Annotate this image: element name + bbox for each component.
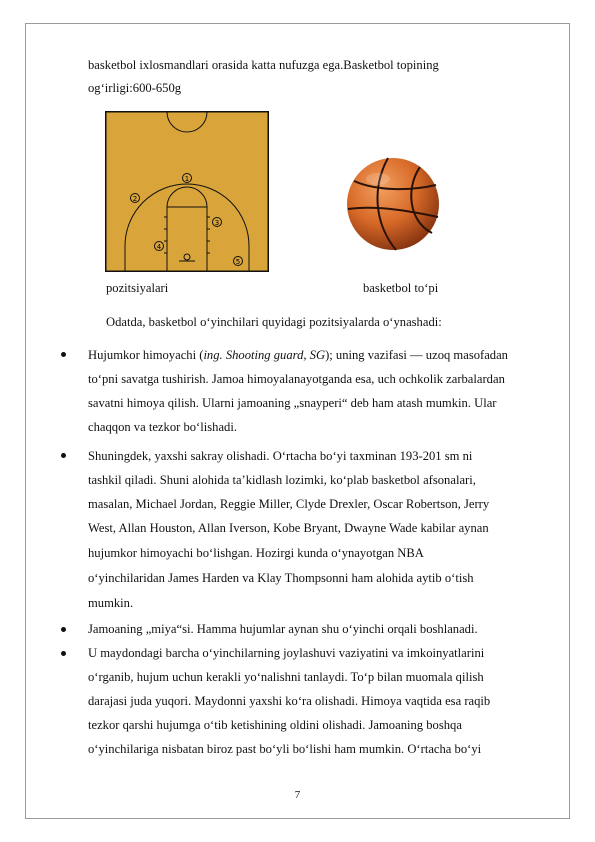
bullet-4-line-4: tezkor qarshi hujumga o‘tib ketishining oldini olishadi. Jamoaning boshqa xyxy=(88,718,462,732)
position-2-label: 2 xyxy=(132,195,138,203)
bullet-2-line-1: Shuningdek, yaxshi sakray olishadi. O‘rtacha bo‘yi taxminan 193-201 sm ni xyxy=(88,449,473,463)
intro-line-1: basketbol ixlosmandlari orasida katta nufuzga ega.Basketbol topining xyxy=(88,58,439,72)
court-caption: pozitsiyalari xyxy=(106,281,169,295)
bullet-2-line-5: hujumkor himoyachi bo‘lishgan. Hozirgi kunda o‘ynayotgan NBA xyxy=(88,546,424,560)
bullet-2-line-7: mumkin. xyxy=(88,596,134,610)
lead-sentence: Odatda, basketbol o‘yinchilari quyidagi pozitsiyalarda o‘ynashadi: xyxy=(106,315,442,329)
bullet-2-line-4: West, Allan Houston, Allan Iverson, Kobe Bryant, Dwayne Wade kabilar aynan xyxy=(88,521,489,535)
bullet-1-line-1: Hujumkor himoyachi (ing. Shooting guard, SG); uning vazifasi — uzoq masofadan xyxy=(88,348,508,362)
bullet-marker xyxy=(61,453,66,458)
bullet-1-line-4: chaqqon va tezkor bo‘lishadi. xyxy=(88,420,237,434)
bullet-4-line-1: U maydondagi barcha o‘yinchilarning joylashuvi vaziyatini va imkoinyatlarini xyxy=(88,646,485,660)
position-3-label: 3 xyxy=(214,219,220,227)
bullet-marker xyxy=(61,627,66,632)
bullet-4-line-3: darajasi juda yuqori. Maydonni yaxshi ko‘ra olishadi. Himoya vaqtida esa raqib xyxy=(88,694,491,708)
ball-caption: basketbol to‘pi xyxy=(363,281,439,295)
bullet-2-line-6: o‘yinchilaridan James Harden va Klay Thompsonni ham alohida aytib o‘tish xyxy=(88,571,474,585)
bullet-1-line-2: to‘pni savatga tushirish. Jamoa himoyalanayotganda esa, uch ochkolik zarbalardan xyxy=(88,372,505,386)
bullet-2-line-2: tashkil qiladi. Shuni alohida ta’kidlash lozimki, ko‘plab basketbol afsonalari, xyxy=(88,473,476,487)
basketball-image xyxy=(346,157,440,251)
bullet-1-italic-term: ing. Shooting guard, SG xyxy=(203,348,326,362)
position-1-label: 1 xyxy=(184,175,190,183)
bullet-1-line-3: savatni himoya qilish. Ularni jamoaning „snayperi“ deb ham atash mumkin. Ular xyxy=(88,396,497,410)
intro-line-2: og‘irligi:600-650g xyxy=(88,81,182,95)
page-number: 7 xyxy=(294,789,301,801)
bullet-4-line-2: o‘rganib, hujum uchun kerakli yo‘nalishni tanlaydi. To‘p bilan muomala qilish xyxy=(88,670,484,684)
position-5-label: 5 xyxy=(235,258,241,266)
bullet-3-line-1: Jamoaning „miya“si. Hamma hujumlar aynan shu o‘yinchi orqali boshlanadi. xyxy=(88,622,478,636)
bullet-marker xyxy=(61,352,66,357)
bullet-marker xyxy=(61,651,66,656)
basketball-court-diagram xyxy=(105,111,269,272)
bullet-2-line-3: masalan, Michael Jordan, Reggie Miller, Clyde Drexler, Oscar Robertson, Jerry xyxy=(88,497,490,511)
bullet-4-line-5: o‘yinchilariga nisbatan biroz past bo‘yli bo‘lishi ham mumkin. O‘rtacha bo‘yi xyxy=(88,742,482,756)
position-4-label: 4 xyxy=(156,243,162,251)
